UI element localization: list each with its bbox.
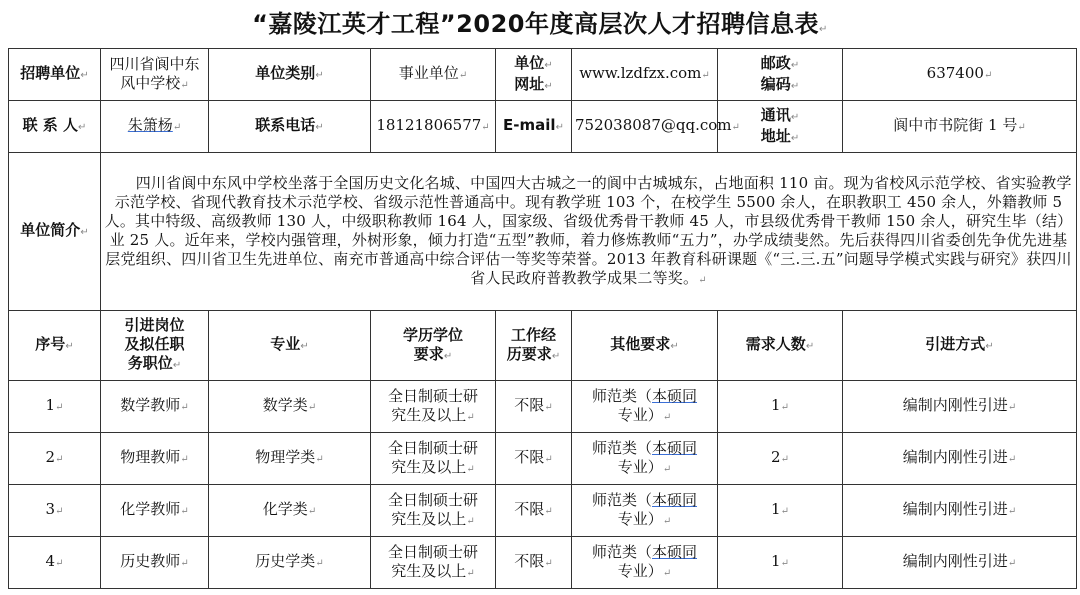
contact-value: 朱箫杨↵ [101,101,209,153]
phone-value: 18121806577↵ [371,101,496,153]
address-value: 阆中市书院街 1 号↵ [843,101,1077,153]
unit-type-label: 单位类别↵ [209,49,371,101]
cell-major: 数学类↵ [209,381,371,433]
cell-other: 师范类（本硕同 专业）↵ [572,537,718,589]
cell-position: 化学教师↵ [101,485,209,537]
cell-experience: 不限↵ [496,537,572,589]
col-major-header: 专业↵ [209,311,371,381]
cell-count: 1↵ [718,485,843,537]
cell-method: 编制内刚性引进↵ [843,381,1077,433]
address-label: 通讯↵ 地址↵ [718,101,843,153]
col-experience-header: 工作经 历要求↵ [496,311,572,381]
table-row [9,537,1077,589]
postcode-value: 637400↵ [843,49,1077,101]
col-method-header: 引进方式↵ [843,311,1077,381]
col-degree-header: 学历学位 要求↵ [371,311,496,381]
cell-other: 师范类（本硕同 专业）↵ [572,381,718,433]
website-value: www.lzdfzx.com↵ [572,49,718,101]
intro-text: 四川省阆中东风中学校坐落于全国历史文化名城、中国四大古城之一的阆中古城城东，占地面积 110 亩。现为省校风示范学校、省实验教学示范学校、省现代教育技术示范学校、省级示范性普通高中。现有教学班 103 个，在校学生 5500 余人，在职教职工 450 余人，外籍教师 5 人。其中特级、高级教师 130 人，中级职称教师 164 人，国家级、省级优秀骨干教师 45 人，市县级优秀骨干教师 150 余人，研究生毕（结）业 25 人。近年来，学校内强管理，外树形象，倾力打造“五型”教师，着力修炼教师“五力”，办学成绩斐然。先后获得四川省委创先争优先进基层党组织、四川省卫生先进单位、南充市普通高中综合评估一等奖等荣誉。2013 年教育科研课题《“三.三.五”问题导学模式实践与研究》获四川省人民政府普教教学成果二等奖。↵ [101,153,1077,311]
cell-method: 编制内刚性引进↵ [843,433,1077,485]
table-row [9,433,1077,485]
positions-header-row [9,311,1077,381]
contact-label: 联 系 人↵ [9,101,101,153]
intro-label: 单位简介↵ [9,153,101,311]
cell-method: 编制内刚性引进↵ [843,537,1077,589]
intro-row [9,153,1077,311]
cell-seq: 2↵ [9,433,101,485]
recruiter-label: 招聘单位↵ [9,49,101,101]
cell-experience: 不限↵ [496,485,572,537]
cell-major: 化学类↵ [209,485,371,537]
cell-degree: 全日制硕士研 究生及以上↵ [371,537,496,589]
website-label: 单位↵ 网址↵ [496,49,572,101]
col-seq-header: 序号↵ [9,311,101,381]
postcode-label: 邮政↵ 编码↵ [718,49,843,101]
cell-degree: 全日制硕士研 究生及以上↵ [371,381,496,433]
table-row [9,485,1077,537]
info-row-1 [9,49,1077,101]
cell-position: 物理教师↵ [101,433,209,485]
cell-count: 1↵ [718,381,843,433]
phone-label: 联系电话↵ [209,101,371,153]
cell-degree: 全日制硕士研 究生及以上↵ [371,433,496,485]
cell-seq: 3↵ [9,485,101,537]
table-row [9,381,1077,433]
cell-experience: 不限↵ [496,433,572,485]
col-count-header: 需求人数↵ [718,311,843,381]
page-title: “嘉陵江英才工程”2020年度高层次人才招聘信息表↵ [252,10,828,38]
recruiter-value: 四川省阆中东风中学校↵ [101,49,209,101]
cell-major: 历史学类↵ [209,537,371,589]
info-row-2 [9,101,1077,153]
cell-count: 1↵ [718,537,843,589]
cell-position: 数学教师↵ [101,381,209,433]
cell-position: 历史教师↵ [101,537,209,589]
cell-seq: 1↵ [9,381,101,433]
cell-count: 2↵ [718,433,843,485]
cell-other: 师范类（本硕同 专业）↵ [572,485,718,537]
recruitment-table [8,48,1077,589]
col-position-header: 引进岗位 及拟任职 务职位↵ [101,311,209,381]
cell-method: 编制内刚性引进↵ [843,485,1077,537]
col-other-header: 其他要求↵ [572,311,718,381]
cell-seq: 4↵ [9,537,101,589]
cell-degree: 全日制硕士研 究生及以上↵ [371,485,496,537]
email-label: E-mail↵ [496,101,572,153]
cell-other: 师范类（本硕同 专业）↵ [572,433,718,485]
cell-major: 物理学类↵ [209,433,371,485]
email-value: 752038087@qq.com↵ [572,101,718,153]
unit-type-value: 事业单位↵ [371,49,496,101]
cell-experience: 不限↵ [496,381,572,433]
